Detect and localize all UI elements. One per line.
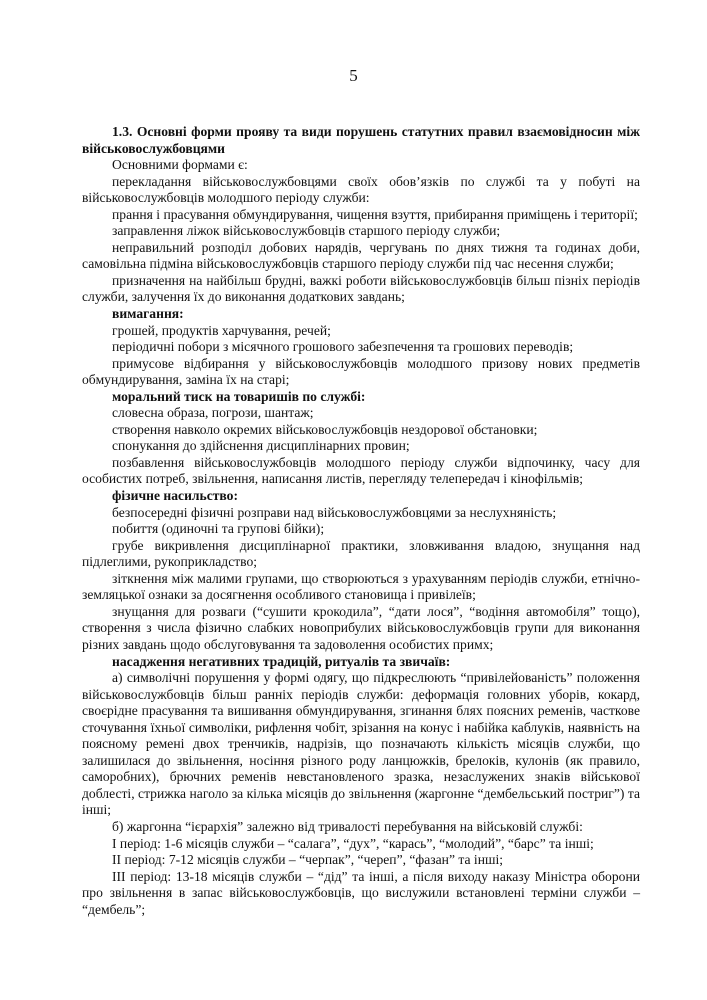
paragraph: спонукання до здійснення дисциплінарних провин; <box>112 438 410 454</box>
page-number: 5 <box>349 66 358 85</box>
paragraph: неправильний розподіл добових нарядів, чергувань по днях тижня та годинах доби, самовільна підміна військовослужбовців старшого періоду служби під час несення служби; <box>82 239 640 272</box>
paragraph: II період: 7-12 місяців служби – “черпак”, “череп”, “фазан” та інші; <box>112 852 503 868</box>
paragraph: періодичні побори з місячного грошового забезпечення та грошових переводів; <box>112 339 574 355</box>
subheading: фізичне насильство: <box>112 488 239 504</box>
paragraph: Основними формами є: <box>112 157 248 173</box>
section-heading: 1.3. Основні форми прояву та види порушень статутних правил взаємовідносин між військовослужбовцями <box>82 124 640 156</box>
subheading: моральний тиск на товаришів по службі: <box>112 388 366 404</box>
paragraph: грубе викривлення дисциплінарної практики, зловживання владою, знущання над підлеглими, рукоприкладство; <box>82 537 640 570</box>
subheading: насадження негативних традицій, ритуалів та звичаїв: <box>112 653 451 669</box>
paragraph: позбавлення військовослужбовців молодшого періоду служби відпочинку, часу для особистих потреб, звільнення, написання листів, перегляду телепередач і кінофільмів; <box>82 454 640 487</box>
paragraph: словесна образа, погрози, шантаж; <box>112 405 314 421</box>
paragraph: безпосередні фізичні розправи над військовослужбовцями за неслухняність; <box>112 504 557 520</box>
paragraph: побиття (одиночні та групові бійки); <box>112 521 325 537</box>
paragraph: перекладання військовослужбовцями своїх обов’язків по службі та у побуті на військовослужбовців молодшого періоду служби: <box>82 173 640 206</box>
paragraph: прання і прасування обмундирування, чищення взуття, прибирання приміщень і території; <box>112 206 638 222</box>
subheading: вимагання: <box>112 306 184 322</box>
paragraph: а) символічні порушення у формі одягу, що підкреслюють “привілейованість” положення військовослужбовців більш ранніх періодів служби: деформація головних уборів, кокард, своєрідне прасування та вишивання обмундирування, згинання блях поясних ременів, часткове сточування їхньої символіки, рифлення чобіт, зрізання на конус і набійка каблуків, наявність на поясному ремені двох тренчиків, надрізів, що позначають кількість місяців служби, що залишилася до звільнення, носіння різного роду ланцюжків, брелоків, кулонів (як правило, саморобних), брючних ременів невстановленого зразка, незаслужених знаків військової доблесті, стрижка наголо за кілька місяців до звільнення (жаргонне “дембельський постриг”) та інші; <box>82 670 640 818</box>
paragraph: б) жаргонна “ієрархія” залежно від тривалості перебування на військовій службі: <box>112 818 583 834</box>
document-body <box>82 124 640 918</box>
paragraph: I період: 1-6 місяців служби – “салага”, “дух”, “карась”, “молодий”, “барс” та інші; <box>112 835 594 851</box>
paragraph: III період: 13-18 місяців служби – “дід” та інші, а після виходу наказу Міністра оборони про звільнення в запас військовослужбовців, що вислужили встановлені терміни служби – “дембель”; <box>82 868 640 917</box>
paragraph: заправлення ліжок військовослужбовців старшого періоду служби; <box>112 223 501 239</box>
paragraph: знущання для розваги (“сушити крокодила”, “дати лося”, “водіння автомобіля” тощо), створення з числа фізично слабких новоприбулих військовослужбовців групи для виконання різних завдань щодо обслуговування та задоволення особистих примх; <box>82 603 640 652</box>
paragraph: призначення на найбільш брудні, важкі роботи військовослужбовців більш пізніх періодів служби, залучення їх до виконання додаткових завдань; <box>82 272 640 305</box>
paragraph: створення навколо окремих військовослужбовців нездорової обстановки; <box>112 421 538 437</box>
paragraph: примусове відбирання у військовослужбовців молодшого призову нових предметів обмундирування, заміна їх на старі; <box>82 355 640 388</box>
paragraph-list <box>82 157 640 918</box>
paragraph: грошей, продуктів харчування, речей; <box>112 322 331 338</box>
paragraph: зіткнення між малими групами, що створюються з урахуванням періодів служби, етнічно-земляцької ознаки за досягнення особливого становища і привілеїв; <box>82 570 640 603</box>
